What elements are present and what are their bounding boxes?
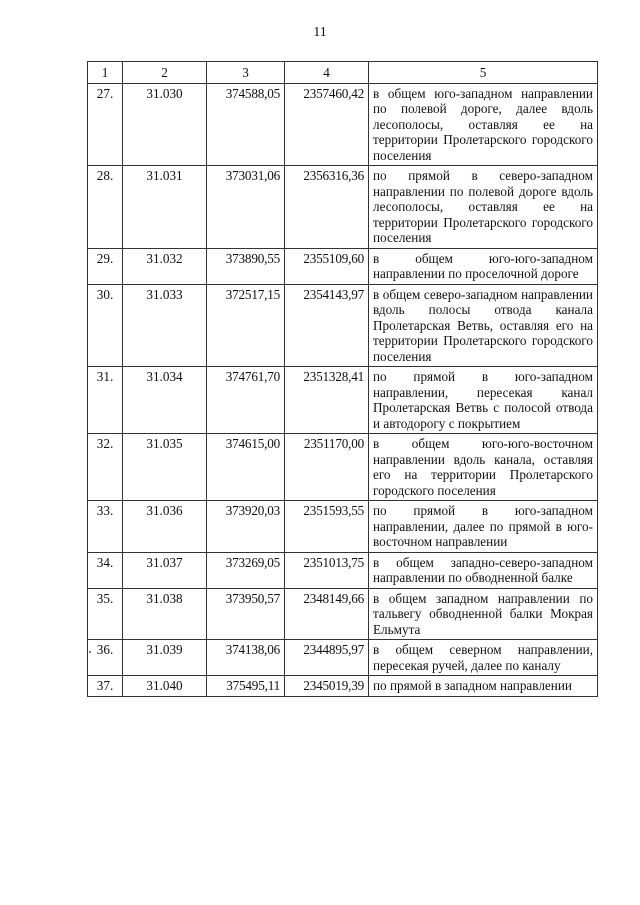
cell-point-id: 31.034 bbox=[123, 367, 207, 434]
table-header-row bbox=[88, 62, 598, 84]
table-row bbox=[88, 284, 598, 367]
table-row bbox=[88, 367, 598, 434]
cell-description: в общем юго-юго-восточном направлении вдоль канала, оставляя его на территории Пролетарского городского поселения bbox=[369, 434, 598, 501]
cell-y-coordinate: 2351593,55 bbox=[285, 501, 369, 553]
table-row bbox=[88, 588, 598, 640]
header-col-4: 4 bbox=[285, 62, 369, 84]
header-col-3: 3 bbox=[207, 62, 285, 84]
cell-point-id: 31.033 bbox=[123, 284, 207, 367]
cell-number: 32. bbox=[88, 434, 123, 501]
cell-point-id: 31.038 bbox=[123, 588, 207, 640]
cell-number: 33. bbox=[88, 501, 123, 553]
cell-x-coordinate: 375495,11 bbox=[207, 676, 285, 697]
cell-y-coordinate: 2348149,66 bbox=[285, 588, 369, 640]
cell-y-coordinate: 2351170,00 bbox=[285, 434, 369, 501]
table-row bbox=[88, 640, 598, 676]
cell-y-coordinate: 2355109,60 bbox=[285, 248, 369, 284]
cell-number: 35. bbox=[88, 588, 123, 640]
table-row bbox=[88, 501, 598, 553]
header-col-2: 2 bbox=[123, 62, 207, 84]
cell-x-coordinate: 374615,00 bbox=[207, 434, 285, 501]
cell-x-coordinate: 374138,06 bbox=[207, 640, 285, 676]
cell-description: в общем северном направлении, пересекая ручей, далее по каналу bbox=[369, 640, 598, 676]
cell-number: 28. bbox=[88, 166, 123, 249]
cell-number: 36. bbox=[88, 640, 123, 676]
cell-x-coordinate: 373950,57 bbox=[207, 588, 285, 640]
cell-description: в общем юго-юго-западном направлении по проселочной дороге bbox=[369, 248, 598, 284]
stray-mark bbox=[89, 651, 91, 653]
cell-point-id: 31.031 bbox=[123, 166, 207, 249]
header-col-1: 1 bbox=[88, 62, 123, 84]
cell-x-coordinate: 373269,05 bbox=[207, 552, 285, 588]
cell-x-coordinate: 373890,55 bbox=[207, 248, 285, 284]
boundary-points-table bbox=[87, 61, 598, 697]
cell-point-id: 31.037 bbox=[123, 552, 207, 588]
cell-number: 27. bbox=[88, 83, 123, 166]
table-row bbox=[88, 552, 598, 588]
cell-x-coordinate: 372517,15 bbox=[207, 284, 285, 367]
cell-description: в общем северо-западном направлении вдоль полосы отвода канала Пролетарская Ветвь, оставляя его на территории Пролетарского городского поселения bbox=[369, 284, 598, 367]
cell-number: 29. bbox=[88, 248, 123, 284]
cell-point-id: 31.030 bbox=[123, 83, 207, 166]
cell-description: по прямой в северо-западном направлении по полевой дороге вдоль лесополосы, оставляя ее на территории Пролетарского городского поселения bbox=[369, 166, 598, 249]
cell-description: в общем западно-северо-западном направлении по обводненной балке bbox=[369, 552, 598, 588]
cell-y-coordinate: 2356316,36 bbox=[285, 166, 369, 249]
table-row bbox=[88, 676, 598, 697]
cell-x-coordinate: 373031,06 bbox=[207, 166, 285, 249]
cell-point-id: 31.032 bbox=[123, 248, 207, 284]
cell-description: в общем западном направлении по тальвегу обводненной балки Мокрая Ельмута bbox=[369, 588, 598, 640]
table-row bbox=[88, 83, 598, 166]
table-row bbox=[88, 434, 598, 501]
cell-y-coordinate: 2357460,42 bbox=[285, 83, 369, 166]
cell-y-coordinate: 2351013,75 bbox=[285, 552, 369, 588]
cell-number: 34. bbox=[88, 552, 123, 588]
table-row bbox=[88, 166, 598, 249]
cell-number: 30. bbox=[88, 284, 123, 367]
cell-description: по прямой в юго-западном направлении, далее по прямой в юго-восточном направлении bbox=[369, 501, 598, 553]
cell-number: 31. bbox=[88, 367, 123, 434]
cell-point-id: 31.040 bbox=[123, 676, 207, 697]
cell-number: 37. bbox=[88, 676, 123, 697]
cell-description: по прямой в юго-западном направлении, пересекая канал Пролетарская Ветвь с полосой отвода и автодорогу с покрытием bbox=[369, 367, 598, 434]
cell-y-coordinate: 2351328,41 bbox=[285, 367, 369, 434]
cell-point-id: 31.035 bbox=[123, 434, 207, 501]
cell-y-coordinate: 2345019,39 bbox=[285, 676, 369, 697]
cell-point-id: 31.039 bbox=[123, 640, 207, 676]
cell-description: в общем юго-западном направлении по полевой дороге, далее вдоль лесополосы, оставляя ее на территории Пролетарского городского поселения bbox=[369, 83, 598, 166]
cell-point-id: 31.036 bbox=[123, 501, 207, 553]
cell-x-coordinate: 373920,03 bbox=[207, 501, 285, 553]
table-row bbox=[88, 248, 598, 284]
cell-description: по прямой в западном направлении bbox=[369, 676, 598, 697]
cell-y-coordinate: 2344895,97 bbox=[285, 640, 369, 676]
cell-x-coordinate: 374588,05 bbox=[207, 83, 285, 166]
header-col-5: 5 bbox=[369, 62, 598, 84]
cell-y-coordinate: 2354143,97 bbox=[285, 284, 369, 367]
cell-x-coordinate: 374761,70 bbox=[207, 367, 285, 434]
page-number: 11 bbox=[313, 25, 327, 40]
